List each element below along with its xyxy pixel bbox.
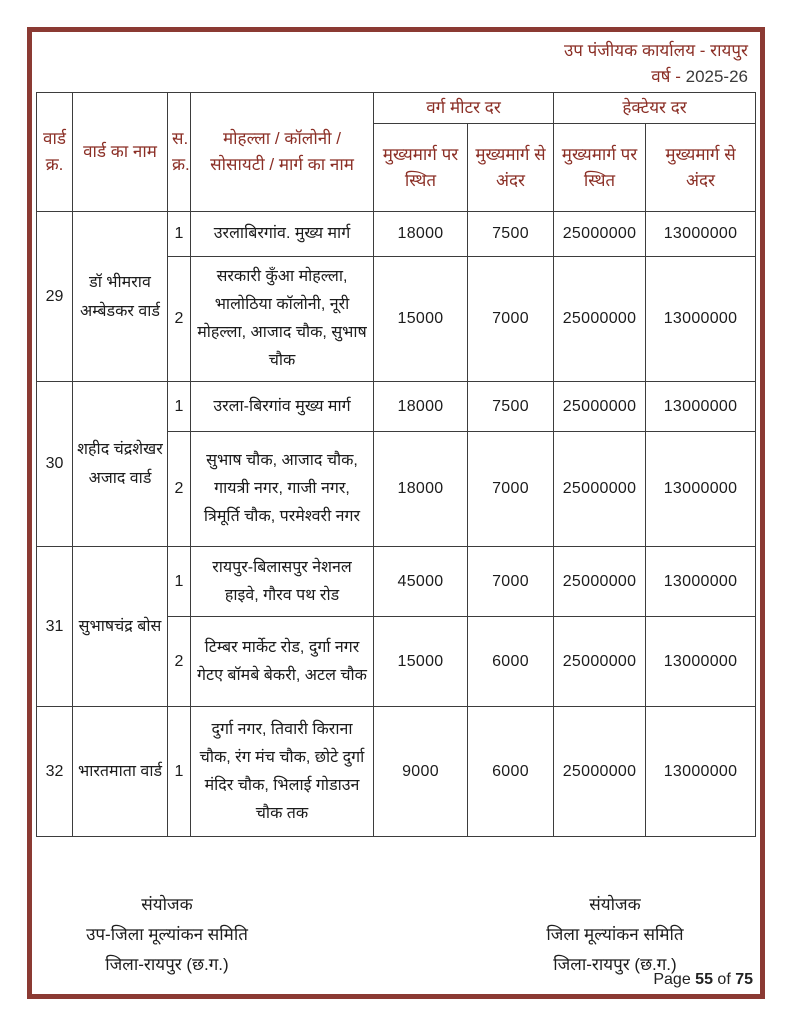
hect-main-rate-cell: 25000000 [554,707,646,837]
hect-inner-rate-cell: 13000000 [646,257,756,382]
ward-name-cell: शहीद चंद्रशेखर अजाद वार्ड [73,382,168,547]
hect-inner-rate-cell: 13000000 [646,382,756,432]
hect-inner-rate-cell: 13000000 [646,547,756,617]
rates-table [36,92,756,837]
office-title: उप पंजीयक कार्यालय - रायपुर [563,41,748,60]
table-row [37,547,756,617]
sqm-main-rate-cell: 9000 [374,707,468,837]
ward-name-cell: सुभाषचंद्र बोस [73,547,168,707]
sqm-main-rate-cell: 45000 [374,547,468,617]
serial-cell: 1 [168,212,191,257]
ward-no-cell: 30 [37,382,73,547]
page-total: 75 [735,971,753,988]
col-header-serial-no: स.क्र. [168,93,191,212]
signature-block-left [37,890,297,980]
table-row [37,382,756,432]
locality-cell: उरलाबिरगांव. मुख्य मार्ग [191,212,374,257]
page-word: Page [653,971,696,988]
sqm-main-rate-cell: 15000 [374,617,468,707]
table-row [37,707,756,837]
ward-no-cell: 32 [37,707,73,837]
convenor-label: संयोजक [589,895,641,914]
year-label: वर्ष - [651,67,681,86]
sqm-inner-rate-cell: 7000 [468,432,554,547]
serial-cell: 2 [168,432,191,547]
sqm-main-rate-cell: 18000 [374,382,468,432]
page-of-word: of [712,971,736,988]
serial-cell: 1 [168,382,191,432]
locality-cell: सुभाष चौक, आजाद चौक, गायत्री नगर, गाजी नगर, त्रिमूर्ति चौक, परमेश्वरी नगर [191,432,374,547]
year-line [564,64,748,90]
sqm-inner-rate-cell: 7500 [468,382,554,432]
page-current: 55 [695,971,713,988]
col-header-hect-on-main-road: मुख्यमार्ग पर स्थित [554,124,646,212]
page-number [653,971,753,989]
ward-no-cell: 29 [37,212,73,382]
sqm-inner-rate-cell: 6000 [468,617,554,707]
hect-inner-rate-cell: 13000000 [646,432,756,547]
hect-main-rate-cell: 25000000 [554,617,646,707]
sqm-inner-rate-cell: 7500 [468,212,554,257]
hect-inner-rate-cell: 13000000 [646,707,756,837]
sqm-inner-rate-cell: 7000 [468,257,554,382]
table-row [37,212,756,257]
hect-main-rate-cell: 25000000 [554,212,646,257]
hect-inner-rate-cell: 13000000 [646,212,756,257]
col-group-sqm-rate: वर्ग मीटर दर [374,93,554,124]
sqm-main-rate-cell: 18000 [374,432,468,547]
locality-cell: टिम्बर मार्केट रोड, दुर्गा नगर गेटए बॉमबे बेकरी, अटल चौक [191,617,374,707]
hect-inner-rate-cell: 13000000 [646,617,756,707]
sqm-main-rate-cell: 18000 [374,212,468,257]
col-header-locality: मोहल्ला / कॉलोनी / सोसायटी / मार्ग का नाम [191,93,374,212]
sqm-inner-rate-cell: 7000 [468,547,554,617]
col-header-ward-no: वार्ड क्र. [37,93,73,212]
year-value: 2025-26 [685,67,748,86]
col-header-hect-inner: मुख्यमार्ग से अंदर [646,124,756,212]
district-name: जिला-रायपुर (छ.ग.) [105,955,229,974]
district-name: जिला-रायपुर (छ.ग.) [553,955,677,974]
col-header-sqm-on-main-road: मुख्यमार्ग पर स्थित [374,124,468,212]
locality-cell: उरला-बिरगांव मुख्य मार्ग [191,382,374,432]
committee-name: उप-जिला मूल्यांकन समिति [86,925,248,944]
locality-cell: रायपुर-बिलासपुर नेशनल हाइवे, गौरव पथ रोड [191,547,374,617]
convenor-label: संयोजक [141,895,193,914]
locality-cell: सरकारी कुँआ मोहल्ला, भालोठिया कॉलोनी, नूरी मोहल्ला, आजाद चौक, सुभाष चौक [191,257,374,382]
serial-cell: 1 [168,547,191,617]
sqm-main-rate-cell: 15000 [374,257,468,382]
table-header-group-row [37,93,756,124]
ward-name-cell: भारतमाता वार्ड [73,707,168,837]
serial-cell: 1 [168,707,191,837]
serial-cell: 2 [168,617,191,707]
document-header [564,38,748,90]
page-frame [27,27,765,999]
locality-cell: दुर्गा नगर, तिवारी किराना चौक, रंग मंच चौक, छोटे दुर्गा मंदिर चौक, भिलाई गोडाउन चौक तक [191,707,374,837]
ward-no-cell: 31 [37,547,73,707]
hect-main-rate-cell: 25000000 [554,382,646,432]
hect-main-rate-cell: 25000000 [554,432,646,547]
col-header-sqm-inner: मुख्यमार्ग से अंदर [468,124,554,212]
sqm-inner-rate-cell: 6000 [468,707,554,837]
ward-name-cell: डॉ भीमराव अम्बेडकर वार्ड [73,212,168,382]
hect-main-rate-cell: 25000000 [554,257,646,382]
signature-block-right [475,890,755,980]
col-header-ward-name: वार्ड का नाम [73,93,168,212]
col-group-hectare-rate: हेक्टेयर दर [554,93,756,124]
hect-main-rate-cell: 25000000 [554,547,646,617]
serial-cell: 2 [168,257,191,382]
committee-name: जिला मूल्यांकन समिति [546,925,684,944]
